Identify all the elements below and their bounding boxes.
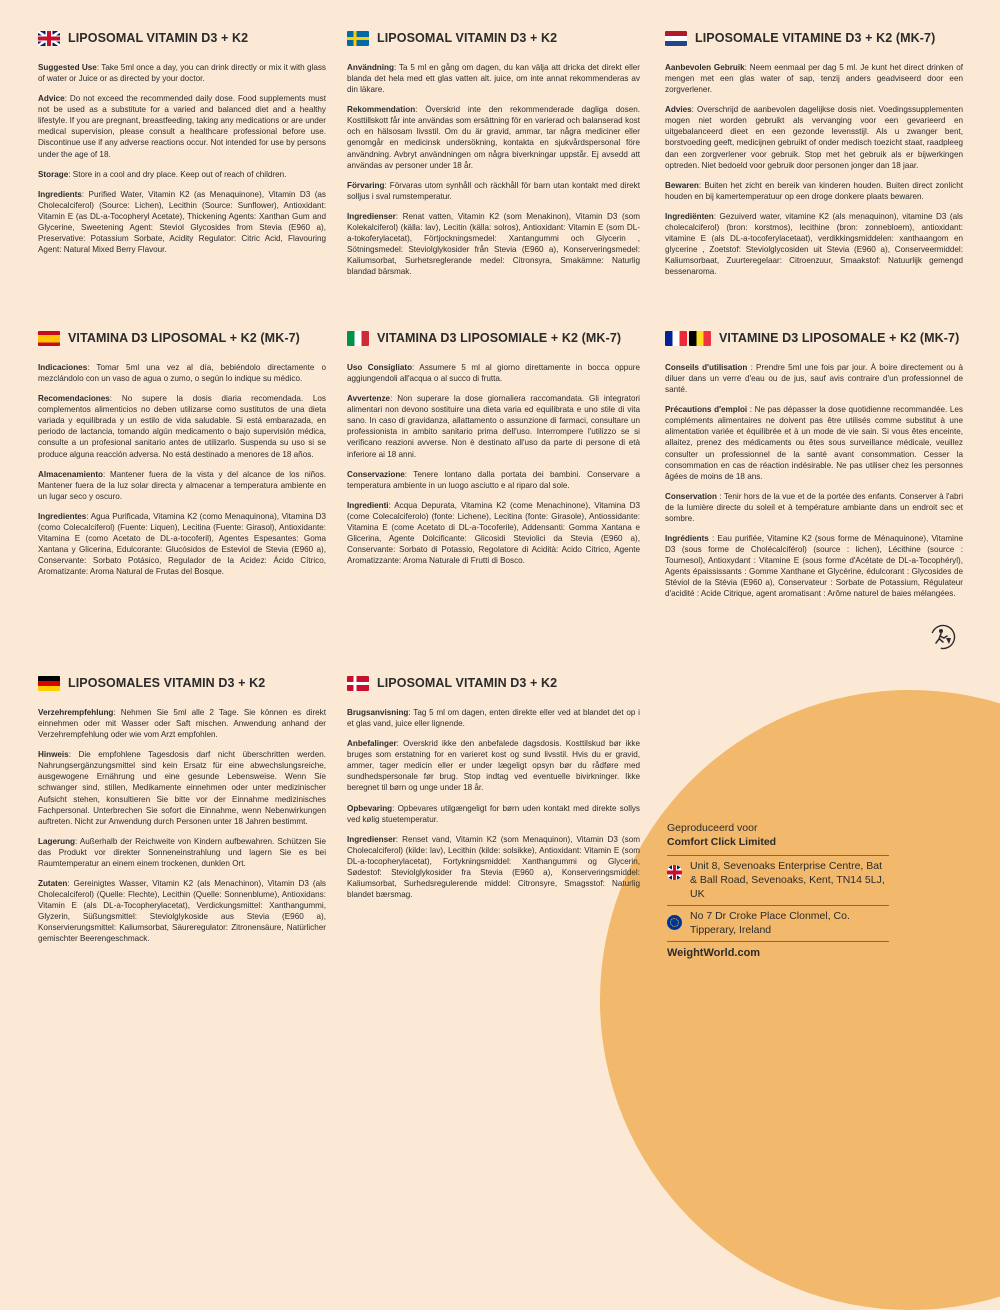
paragraph-text: : Nehmen Sie 5ml alle 2 Tage. Sie können es direkt einnehmen oder mit Wasser oder Saft mischen. Anwendung anhand der Verzehrempfehlung oder wie vom Arzt empfohlen.	[38, 708, 326, 740]
section-paragraph	[38, 878, 326, 944]
section-paragraphs	[38, 707, 326, 944]
sweden-flag-icon	[347, 31, 369, 46]
paragraph-label: Advice	[38, 94, 65, 104]
paragraph-label: Bewaren	[665, 180, 699, 190]
paragraph-label: Conservazione	[347, 469, 405, 479]
section-paragraph	[38, 511, 326, 577]
paragraph-label: Almacenamiento	[38, 469, 104, 479]
eu-flag-icon	[667, 915, 682, 930]
paragraph-text: : Store in a cool and dry place. Keep out of reach of children.	[68, 169, 287, 179]
paragraph-text: : Take 5ml once a day, you can drink directly or mix it with glass of water or Juice or as directed by your doctor.	[38, 63, 326, 84]
section-title: VITAMINA D3 LIPOSOMIALE + K2 (MK-7)	[347, 328, 640, 348]
section-paragraph	[665, 491, 963, 524]
section-paragraphs	[38, 362, 326, 577]
paragraph-label: Conservation	[665, 491, 717, 501]
section-paragraph	[665, 62, 963, 95]
paragraph-label: Lagerung	[38, 836, 76, 846]
section-title: VITAMINE D3 LIPOSOMALE + K2 (MK-7)	[665, 328, 963, 348]
paragraph-text: : Gezuiverd water, vitamine K2 (als menaquinon), vitamine D3 (als cholecalciferol) (bron: korstmos), lecithine (bron: zonnebloem), antioxidant: vitamine E (als DL-a-tocoferylacetaat), verdikkingsmiddelen: xanthaangom en glycerine , Zoetstof: Steviolglycosiden uit Stevia (E960 a), Conserveermiddel: Kaliumsorbaat, Zuurteregelaar: Citroenzuur, Smaakstof: Natuurlijk gemengd bessenaroma.	[665, 211, 963, 277]
paragraph-label: Aanbevolen Gebruik	[665, 63, 745, 72]
section-title: LIPOSOMAL VITAMIN D3 + K2	[347, 673, 640, 693]
paragraph-label: Verzehrempfehlung	[38, 708, 114, 717]
paragraph-label: Zutaten	[38, 879, 68, 889]
section-paragraph	[38, 393, 326, 459]
paragraph-text: : Ta 5 ml en gång om dagen, du kan välja att dricka det direkt eller blanda det hela med ett glas vatten alt. juice, om inte annat rekommenderas av din läkare.	[347, 63, 640, 95]
section-paragraphs	[347, 62, 640, 277]
paragraph-label: Précautions d'emploi	[665, 405, 748, 415]
section-paragraphs	[665, 62, 963, 277]
section-paragraph	[38, 169, 326, 180]
section-paragraph	[665, 533, 963, 599]
uk-flag-icon	[667, 865, 682, 880]
spain-flag-icon	[38, 331, 60, 346]
paragraph-label: Advies	[665, 105, 692, 115]
paragraph-label: Ingredienser	[347, 211, 396, 221]
paragraph-label: Ingredienti	[347, 500, 389, 510]
paragraph-label: Avvertenze	[347, 394, 391, 404]
paragraph-label: Förvaring	[347, 180, 385, 190]
section-paragraph	[38, 362, 326, 384]
belgium-flag-icon	[689, 331, 711, 346]
paragraph-text: : Acqua Depurata, Vitamina K2 (come Menachinone), Vitamina D3 (come Colecalciferolo) (fonte: Lichene), Lecitina (fonte: Girasole), Antiossidante: Vitamina E (come Acetato di DL-a-Tocoferile), Addensanti: Gomma Xantana e Glicerina, Agente Dolcificante: Glicosidi Steviolici da Stevia (E960 a), Conservante: Sorbato di Potassio, Regolatore di Acidità: Acido Citrico, Agente Aromatizzante: Aroma Naturale di Frutti di Bosco.	[347, 500, 640, 566]
section-english	[38, 28, 326, 264]
paragraph-label: Storage	[38, 169, 69, 179]
paragraph-text: : Förvaras utom synhåll och räckhåll för barn utan kontakt med direkt solljus i sval rumstemperatur.	[347, 180, 640, 201]
paragraph-text: : Non superare la dose giornaliera raccomandata. Gli integratori alimentari non devono sostituire una dieta varia ed equilibrata e uno stile di vita sano. In caso di gravidanza, allattamento o assunzione di farmaci, consultare un professionista in ambito sanitario prima dell'uso. Interrompere l'utilizzo se si verificano reazioni avverse. Non è destinato all'uso da parte di persone di età inferiore ai 18 anni.	[347, 394, 640, 459]
paragraph-text: : Overskrid ikke den anbefalede dagsdosis. Kosttilskud bør ikke bruges som erstatning for en varieret kost og sund livsstil. Hvis du er gravid, ammer, tager medicin eller er under lægeligt opsyn bør du rådføre med sundhedspersonale før brug. Stop indtag ved eventuelle bivirkninger. Ikke beregnet til børn og unge under 18 år.	[347, 739, 640, 793]
paragraph-text: : Ne pas dépasser la dose quotidienne recommandée. Les compléments alimentaires ne doivent pas être utilisés comme substitut à une alimentation variée et équilibrée et à un mode de vie sain. Si vous êtes enceinte, allaitez, prenez des médicaments ou êtes sous surveillance médicale, veuillez consulter un professionnel de la santé avant consommation. Cesser la consommation en cas de réaction indésirable. Ne pas utiliser chez les personnes âgées de moins de 18 ans.	[665, 405, 963, 481]
section-paragraph	[665, 104, 963, 170]
section-paragraph	[38, 836, 326, 869]
paragraph-text: : Mantener fuera de la vista y del alcance de los niños. Mantener fuera de la luz solar directa y almacenar a temperatura ambiente en un lugar seco y oscuro.	[38, 469, 326, 501]
section-title: LIPOSOMAL VITAMIN D3 + K2	[347, 28, 640, 48]
section-paragraph	[38, 62, 326, 84]
section-paragraph	[665, 211, 963, 277]
paragraph-text: : Renset vand, Vitamin K2 (som Menaquinon), Vitamin D3 (som Cholecalciferol) (kilde: lav), Lecithin (kilde: solsikke), Antioxidant: Vitamin E (som DL-a-tocopherylacetat), Fortykningsmiddel: Xanthangummi og Glycerin, Sødestof: Steviolglykosider fra Stevia (E960 a), Konserveringsmiddel: Kaliumsorbat, Surhedsregulerende middel: Citronsyre, Smagsstof: Naturlig blandet bærsmag.	[347, 834, 640, 900]
section-spanish	[38, 328, 326, 586]
denmark-flag-icon	[347, 676, 369, 691]
section-paragraph	[347, 834, 640, 900]
section-title: VITAMINA D3 LIPOSOMAL + K2 (MK-7)	[38, 328, 326, 348]
paragraph-text: : Overschrijd de aanbevolen dagelijkse dosis niet. Voedingssupplementen mogen niet worden gebruikt als vervanging voor een gevarieerd en uitgebalanceerd dieet en een gezonde levensstijl. Als u zwanger bent, borstvoeding geeft, medicijnen gebruikt of onder medisch toezicht staat, raadpleeg dan een zorgverlener voor gebruik. Stop met het gebruik als er bijwerkingen optreden. Niet bedoeld voor gebruik door personen jonger dan 18 jaar.	[665, 105, 963, 170]
paragraph-text: : Neem eenmaal per dag 5 ml. Je kunt het direct drinken of mengen met een glas water of sap, tenzij anders geadviseerd door een zorgverlener.	[665, 63, 963, 95]
paragraph-text: : Tomar 5ml una vez al día, bebiéndolo directamente o mezclándolo con un vaso de agua o zumo, o según lo indique su médico.	[38, 363, 326, 384]
tidyman-recycle-icon	[930, 624, 956, 650]
france-flag-icon	[665, 331, 687, 346]
paragraph-text: : No supere la dosis diaria recomendada. Los complementos alimenticios no deben utilizarse como sustitutos de una dieta variada y equilibrada y un estilo de vida saludable. Si está embarazada, en periodo de lactancia, tomando algún medicamento o bajo supervisión médica, consulte a un profesional sanitario antes de utilizarlo. Suspenda su uso si se produce alguna reacción adversa. No está destinado a menores de 18 años.	[38, 394, 326, 459]
italy-flag-icon	[347, 331, 369, 346]
paragraph-text: : Do not exceed the recommended daily dose. Food supplements must not be used as a substitute for a varied and balanced diet and a healthy lifestyle. If you are pregnant, breastfeeding, taking any medications or are under medical supervision, please consult a healthcare professional before use. Discontinue use if any adverse reactions occur. Not intended for use by persons under the age of 18.	[38, 94, 326, 159]
section-paragraph	[347, 104, 640, 170]
paragraph-label: Recomendaciones	[38, 394, 110, 404]
paragraph-label: Brugsanvisning	[347, 708, 409, 717]
section-italian	[347, 328, 640, 575]
section-french	[665, 328, 963, 608]
section-paragraph	[38, 469, 326, 502]
netherlands-flag-icon	[665, 31, 687, 46]
section-title: LIPOSOMAL VITAMIN D3 + K2	[38, 28, 326, 48]
paragraph-text: : Tag 5 ml om dagen, enten direkte eller ved at blandet det op i et glas vand, juice eller lignende.	[347, 708, 640, 729]
paragraph-label: Uso Consigliato	[347, 363, 413, 372]
paragraph-label: Ingredienser	[347, 834, 396, 844]
paragraph-label: Suggested Use	[38, 63, 97, 72]
paragraph-label: Ingrédients	[665, 534, 709, 544]
ireland-address: No 7 Dr Croke Place Clonmel, Co. Tipperary, Ireland	[667, 905, 889, 941]
section-german	[38, 673, 326, 953]
company-name: Comfort Click Limited	[667, 835, 777, 848]
manufacturer-block	[667, 822, 889, 959]
section-paragraph	[38, 707, 326, 740]
paragraph-text: : Tenir hors de la vue et de la portée des enfants. Conserver à l'abri de la lumière directe du soleil et à température ambiante dans un endroit sec et sombre.	[665, 491, 963, 523]
paragraph-text: : Außerhalb der Reichweite von Kindern aufbewahren. Schützen Sie das Produkt vor direkter Sonneneinstrahlung und lagern Sie es bei Raumtemperatur an einem einem trockenen, dunklen Ort.	[38, 836, 326, 868]
paragraph-label: Hinweis	[38, 750, 69, 760]
section-paragraph	[38, 189, 326, 255]
paragraph-label: Ingredients	[38, 189, 82, 199]
paragraph-label: Rekommendation	[347, 105, 416, 115]
paragraph-text: : Renat vatten, Vitamin K2 (som Menakinon), Vitamin D3 (som Kolekalciferol) (källa: lav), Lecitin (källa: solros), Antioxidant: Vitamin E (som DL-a-tokoferylacetat), Förtjockningsmedel: Xantangummi och Glycerin , Sötningsmedel: Steviolglykosider från Stevia (E960 a), Konserveringsmedel: Kaliumsorbat, Surhetsreglerande medel: Citronsyra, Smakämne: Naturlig blandad bärsmak.	[347, 211, 640, 277]
paragraph-label: Opbevaring	[347, 803, 393, 813]
paragraph-label: Användning	[347, 63, 394, 72]
website-link[interactable]: WeightWorld.com	[667, 941, 889, 959]
section-paragraph	[347, 469, 640, 491]
paragraph-text: : Gereinigtes Wasser, Vitamin K2 (als Menachinon), Vitamin D3 (als Cholecalciferol) (Quelle: Flechte), Lecithin (Quelle: Sonnenblume), Antioxidans: Vitamin E (als DL-a-Tocopherylacetat), Verdickungsmittel: Xanthangummi, Glyzerin, Süßungsmittel: Steviolglykoside aus Stevia (E960 a), Konservierungsmittel: Kaliumsorbat, Säureregulator: Zitronensäure, Natürlicher gemischter Beerengeschmack.	[38, 879, 326, 944]
section-paragraph	[665, 362, 963, 395]
section-paragraphs	[347, 707, 640, 900]
section-paragraph	[347, 803, 640, 825]
paragraph-text: : Eau purifiée, Vitamine K2 (sous forme de Ménaquinone), Vitamine D3 (sous forme de Cholécalciférol) (source : lichen), Lécithine (source : Tournesol), Antioxydant : Vitamine E (sous forme d'Acétate de DL-a-Tocophéryl), Agents épaississants : Gomme Xanthane et Glycérine, édulcorant : Glycosides de Stéviol de la Stévia (E960 a), Conservateur : Sorbate de Potassium, Régulateur d'acidité : Acide Citrique, agent aromatisant : Arôme naturel de baies mélangées.	[665, 534, 963, 599]
section-paragraph	[347, 393, 640, 459]
paragraph-text: : Purified Water, Vitamin K2 (as Menaquinone), Vitamin D3 (as Cholecalciferol) (Source: Lichen), Lecithin (Source: Sunflower), Antioxidant: Vitamin E (as DL-a-Tocopheryl Acetate), Thickening Agents: Xanthan Gum and Glycerine, Sweetening Agent: Steviol Glycosides from Stevia (E960 a), Preservative: Potassium Sorbate, Acidity Regulator: Citric Acid, Flavouring Agent: Natural Mixed Berry Flavour.	[38, 189, 326, 255]
paragraph-text: : Opbevares utilgængeligt for børn uden kontakt med direkte sollys ved kølig stuetemperatur.	[347, 803, 640, 824]
section-paragraphs	[38, 62, 326, 255]
paragraph-label: Ingredientes	[38, 511, 87, 521]
paragraph-text: : Prendre 5ml une fois par jour. À boire directement ou à diluer dans un verre d'eau ou de jus, sauf avis contraire d'un professionnel de santé.	[665, 363, 964, 395]
paragraph-label: Ingrediënten	[665, 211, 714, 221]
paragraph-text: : Agua Purificada, Vitamina K2 (como Menaquinona), Vitamina D3 (como Colecalciferol) (Fuente: Liquen), Lecitina (Fuente: Girasol), Antioxidante: Vitamina E (como Acetato de DL-a-tocoferil), Agentes Espesantes: Goma Xantana y Glicerina, Edulcorante: Glucósidos de Esteviol de Stevia (E960 a), Conservante: Sorbato Potásico, Regulador de la Acidez: Ácido Cítrico, Aromatizante: Aroma Natural de Frutas del Bosque.	[38, 511, 326, 577]
paragraph-label: Conseils d'utilisation	[665, 363, 748, 372]
decorative-orange-circle	[600, 690, 1000, 1310]
section-paragraph	[665, 180, 963, 202]
section-paragraph	[665, 404, 963, 482]
section-paragraph	[38, 93, 326, 159]
section-paragraph	[347, 738, 640, 793]
section-title: LIPOSOMALE VITAMINE D3 + K2 (MK-7)	[665, 28, 963, 48]
section-paragraph	[347, 362, 640, 384]
paragraph-text: : Assumere 5 ml al giorno direttamente in bocca oppure aggiungendoli all'acqua o al succo di frutta.	[347, 363, 641, 384]
section-title: LIPOSOMALES VITAMIN D3 + K2	[38, 673, 326, 693]
uk-address: Unit 8, Sevenoaks Enterprise Centre, Bat & Ball Road, Sevenoaks, Kent, TN14 5LJ, UK	[667, 855, 889, 905]
section-paragraph	[347, 707, 640, 729]
germany-flag-icon	[38, 676, 60, 691]
paragraph-label: Anbefalinger	[347, 739, 397, 749]
section-paragraph	[347, 62, 640, 95]
section-paragraph	[38, 749, 326, 827]
section-paragraph	[347, 180, 640, 202]
paragraph-text: : Buiten het zicht en bereik van kinderen houden. Buiten direct zonlicht houden en bij kamertemperatuur op een droge donkere plaats bewaren.	[665, 180, 963, 201]
section-dutch	[665, 28, 963, 286]
paragraph-label: Indicaciones	[38, 363, 88, 372]
section-paragraphs	[665, 362, 963, 599]
section-danish	[347, 673, 640, 909]
paragraph-text: : Tenere lontano dalla portata dei bambini. Conservare a temperatura ambiente in un luogo asciutto e al riparo dal sole.	[347, 469, 640, 490]
section-paragraph	[347, 500, 640, 566]
uk-flag-icon	[38, 31, 60, 46]
paragraph-text: : Överskrid inte den rekommenderade dagliga dosen. Kosttillskott får inte användas som ersättning för en varierad och balanserad kost och en hälsosam livsstil. Om du är gravid, ammar, tar några mediciner eller genomgår en medicinsk undersökning, kontakta en sjukvårdspersonal före användning. Avbryt användningen om några biverkningar uppstår. Ej avsedd att användas av personer under 18 år.	[347, 105, 640, 170]
section-swedish	[347, 28, 640, 286]
produced-for-label: Geproduceerd voor	[667, 822, 758, 834]
section-paragraph	[347, 211, 640, 277]
paragraph-text: : Die empfohlene Tagesdosis darf nicht überschritten werden. Nahrungsergänzungsmittel sind kein Ersatz für eine abwechslungsreiche, ausgewogene Ernährung und eine gesunde Lebensweise. Wenn Sie schwanger sind, stillen, Medikamente einnehmen oder unter medizinischer Aufsicht stehen, konsultieren Sie bitte vor der Einnahme medizinisches Fachpersonal. Unterbrechen Sie sofort die Einnahme, wenn Nebenwirkungen auftreten. Nicht zur Anwendung durch Personen unter 18 Jahren bestimmt.	[38, 750, 326, 826]
section-paragraphs	[347, 362, 640, 566]
